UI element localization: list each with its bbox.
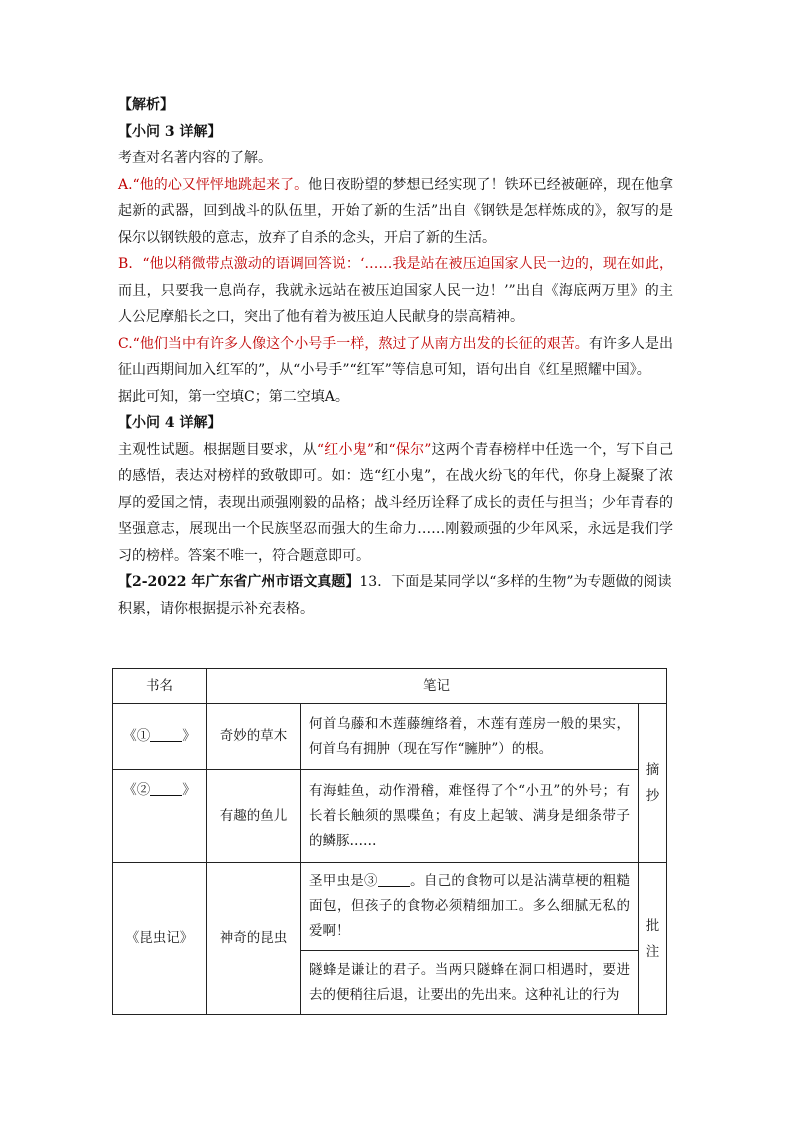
q3-option-b: B．“他以稍微带点激动的语调回答说：‘……我是站在被压迫国家人民一边的，现在如此，而且，只要我一息尚存，我就永远站在被压迫国家人民一边！’”出自《海底两万里》的主人公尼摩船长之口，突出了他有着为被压迫人民献身的崇高精神。 (118, 256, 673, 325)
analysis-header: 【解析】 (118, 97, 174, 113)
answer-blank (378, 872, 410, 887)
question-13 (118, 569, 673, 622)
book-blank-1: 《① 》 (113, 704, 207, 770)
note-cell: 圣甲虫是③ 。自己的食物可以是沾满草梗的粗糙面包，但孩子的食物必须精细加工。多么细腻无私的爱啊！ (301, 863, 639, 951)
table-row (113, 704, 667, 770)
q3-header: 【小问 3 详解】 (118, 123, 222, 140)
header-book: 书名 (113, 669, 207, 704)
side-label-excerpt: 摘抄 (639, 704, 667, 863)
note-cell: 有海蛙鱼，动作滑稽，难怪得了个“小丑”的外号；有长着长触须的黑喋鱼；有皮上起皱、满身是细条带子的鳞豚…… (301, 770, 639, 863)
table-row (113, 863, 667, 951)
question-source: 【2-2022 年广东省广州市语文真题】 (118, 574, 360, 590)
q3-option-c: C.“他们当中有许多人像这个小号手一样，熬过了从南方出发的长征的艰苦。有许多人是出征山西期间加入红军的”，从“小号手”“红军”等信息可知，语句出自《红星照耀中国》。 (118, 335, 673, 378)
header-notes: 笔记 (207, 669, 667, 704)
note-cell: 何首乌藤和木莲藤缠络着，木莲有莲房一般的果实，何首乌有拥肿（现在写作“臃肿”）的根。 (301, 704, 639, 770)
reading-notes-table (112, 668, 667, 1015)
q3-intro: 考查对名著内容的了解。 (118, 150, 272, 166)
answer-blank (150, 727, 182, 742)
q4-header: 【小问 4 详解】 (118, 415, 222, 431)
note-cell: 隧蜂是谦让的君子。当两只隧蜂在洞口相遇时，要进去的便稍往后退，让要出的先出来。这种礼让的行为 (301, 951, 639, 1015)
topic-cell: 神奇的昆虫 (207, 863, 301, 1015)
topic-cell: 有趣的鱼儿 (207, 770, 301, 863)
table-row (113, 770, 667, 863)
answer-blank (150, 781, 182, 796)
q3-conclusion: 据此可知，第一空填C；第二空填A。 (118, 388, 349, 405)
table-header-row (113, 669, 667, 704)
analysis-content (118, 92, 673, 622)
side-label-annotation: 批注 (639, 863, 667, 1015)
book-cell: 《昆虫记》 (113, 863, 207, 1015)
q4-answer: 主观性试题。根据题目要求，从“红小鬼”和“保尔”这两个青春榜样中任选一个，写下自己的感悟，表达对榜样的致敬即可。如：选“红小鬼”，在战火纷飞的年代，你身上凝聚了浓厚的爱国之情，表现出顽强刚毅的品格；战斗经历诠释了成长的责任与担当；少年青春的坚强意志，展现出一个民族坚忍而强大的生命力……刚毅顽强的少年风采，永远是我们学习的榜样。答案不唯一，符合题意即可。 (118, 441, 673, 564)
topic-cell: 奇妙的草木 (207, 704, 301, 770)
book-blank-2: 《② 》 (113, 770, 207, 863)
q3-option-a: A.“他的心又怦怦地跳起来了。他日夜盼望的梦想已经实现了！铁环已经被砸碎，现在他拿起新的武器，回到战斗的队伍里，开始了新的生活”出自《钢铁是怎样炼成的》，叙写的是保尔以钢铁般的意志，放弃了自杀的念头，开启了新的生活。 (118, 176, 673, 246)
question-text: 13．下面是某同学以“多样的生物”为专题做的阅读积累，请你根据提示补充表格。 (118, 574, 672, 617)
